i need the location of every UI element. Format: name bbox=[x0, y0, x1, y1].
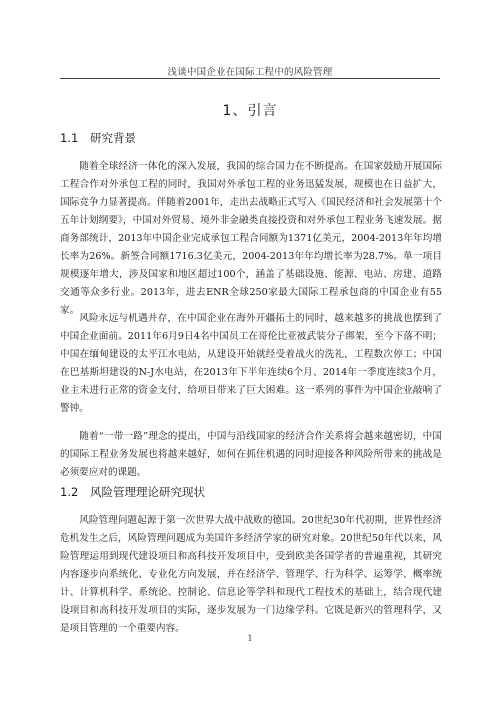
section-title: 风险管理理论研究现状 bbox=[90, 485, 205, 499]
running-header: 浅谈中国企业在国际工程中的风险管理 bbox=[167, 67, 333, 78]
paragraph: 风险永远与机遇并存，在中国企业在海外开疆拓土的同时，越来越多的挑战也摆到了中国企业面前。2011年6月9日4名中国员工在哥伦比亚被武装分子绑架，至今下落不明；中国在缅甸建设的太平江水电站，从建设开始就经受着战火的洗礼，工程数次停工；中国在巴基斯坦建设的N-J水电站，在2013年下半年连续6个月、2014年一季度连续3个月，业主未进行正常的资金支付，给项目带来了巨大困难。这一系列的事件为中国企业敲响了警钟。 bbox=[60, 313, 442, 414]
section-heading-1-1 bbox=[60, 130, 136, 146]
section-heading-1-2 bbox=[60, 484, 205, 500]
paragraph: 随着“一带一路”理念的提出，中国与沿线国家的经济合作关系将会越来越密切，中国的国际工程业务发展也将越来越好，如何在抓住机遇的同时迎接各种风险所带来的挑战是必须要应对的课题。 bbox=[60, 431, 442, 478]
section-number: 1.2 bbox=[60, 485, 79, 499]
paragraph: 风险管理问题起源于第一次世界大战中战败的德国。20世纪30年代初期，世界性经济危机发生之后，风险管理问题成为美国许多经济学家的研究对象。20世纪50年代以来，风险管理运用到现代建设项目和高科技开发项目中，受到欧美各国学者的普遍重视，其研究内容逐步向系统化、专业化方向发展，并在经济学、管理学、行为科学、运筹学、概率统计、计算机科学、系统论、控制论、信息论等学科和现代工程技术的基础上，结合现代建设项目和高科技开发项目的实际，逐步发展为一门边缘学科。它既是新兴的管理科学，又是项目管理的一个重要内容。 bbox=[60, 515, 442, 634]
chapter-title: 1、引言 bbox=[222, 103, 278, 119]
header-rule bbox=[60, 78, 440, 79]
page-number: 1 bbox=[247, 634, 253, 643]
section-number: 1.1 bbox=[60, 131, 79, 145]
section-title: 研究背景 bbox=[90, 131, 136, 145]
paragraph: 随着全球经济一体化的深入发展，我国的综合国力在不断提高。在国家鼓励开展国际工程合作对外承包工程的同时，我国对外承包工程的业务迅猛发展，规模也在日益扩大，国际竞争力显著提高。伴随着2001年，走出去战略正式写入《国民经济和社会发展第十个五年计划纲要》，中国对外贸易、境外非金融类直接投资和对外承包工程业务飞速发展。据商务部统计，2013年中国企业完成承包工程合同额为1371亿美元，2004-2013年年均增长率为26%。新签合同额1716.3亿美元，2004-2013年年均增长率为28.7%。单一项目规模逐年增大，涉及国家和地区超过100个，涵盖了基础设施、能源、电站、房建、道路交通等众多行业。2013年，进去ENR全球250家最大国际工程承包商的中国企业有55家。 bbox=[60, 161, 442, 316]
